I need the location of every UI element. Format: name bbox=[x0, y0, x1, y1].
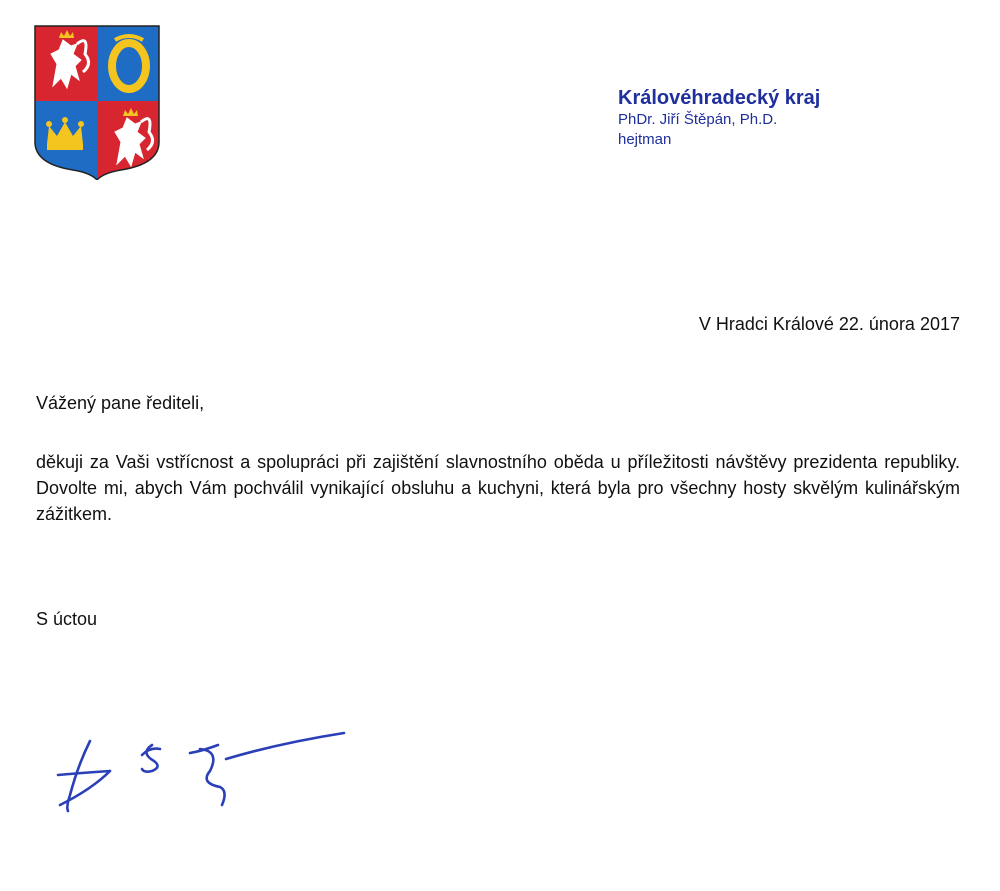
sender-name: PhDr. Jiří Štěpán, Ph.D. bbox=[618, 111, 778, 128]
letter-date: V Hradci Králové 22. února 2017 bbox=[698, 314, 960, 334]
organization-name: Královéhradecký kraj bbox=[618, 87, 821, 109]
salutation: Vážený pane řediteli, bbox=[36, 393, 205, 413]
coat-of-arms-icon bbox=[33, 24, 161, 180]
signature-icon bbox=[50, 725, 350, 820]
letterhead bbox=[618, 86, 820, 150]
sender-title: hejtman bbox=[618, 131, 672, 148]
closing: S úctou bbox=[36, 609, 98, 629]
letter-body: děkuji za Vaši vstřícnost a spolupráci při zajištění slavnostního oběda u příležitosti návštěvy prezidenta republiky. Dovolte mi, abych Vám pochválil vynikající obsluhu a kuchyni, která byla pro všechny hosty skvělým kulinářským zážitkem. bbox=[36, 452, 960, 524]
